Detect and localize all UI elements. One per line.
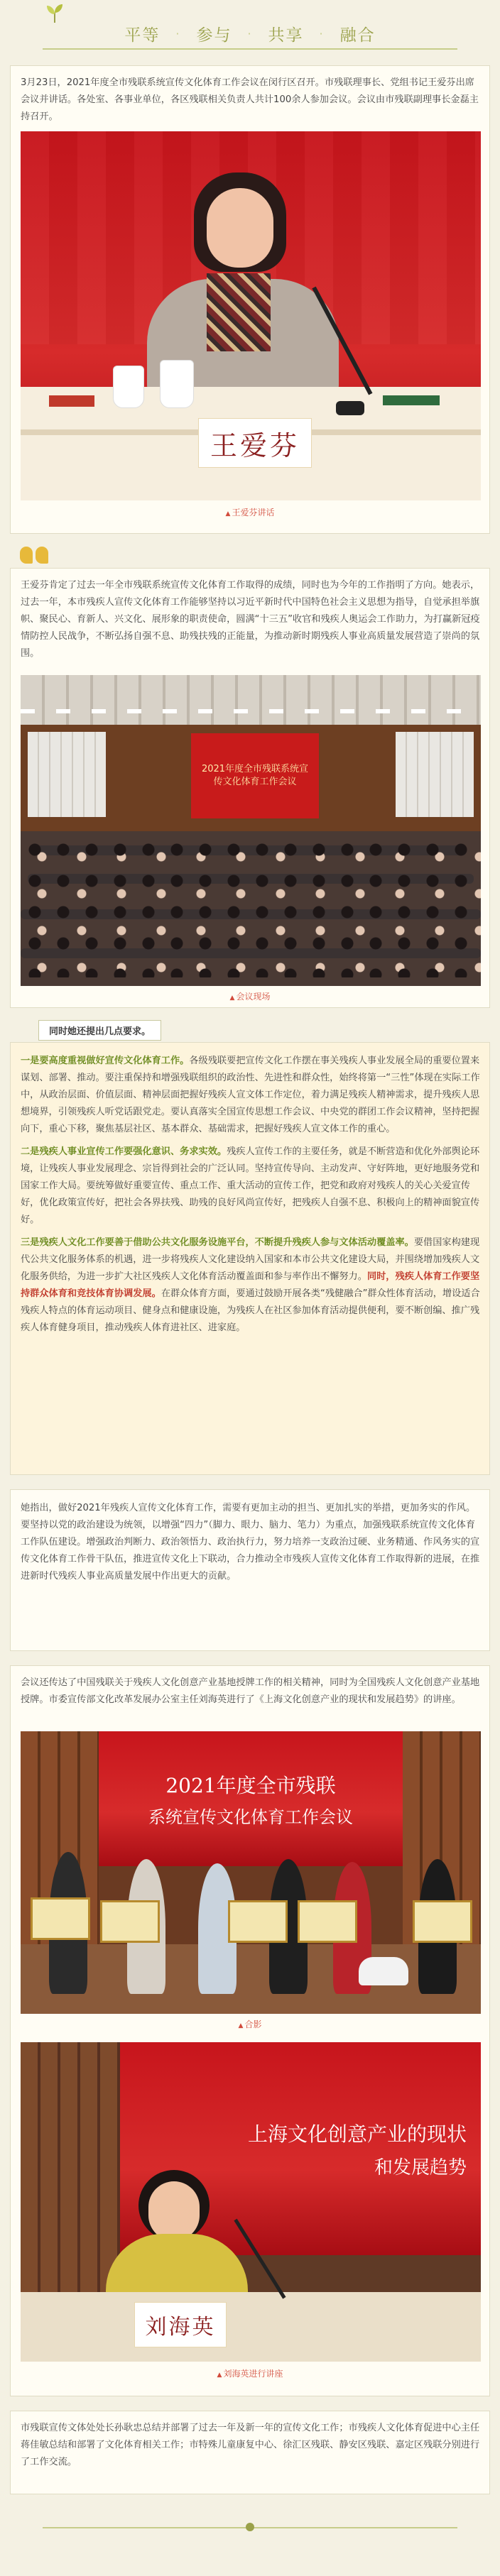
lecturer-nameplate-text: 刘海英 xyxy=(145,2315,216,2340)
tea-cup xyxy=(160,360,194,408)
speaker-nameplate xyxy=(198,418,312,468)
requirement-body: 各级残联要把宣传文化工作摆在事关残疾人事业发展全局的重要位置来谋划、部署、推动。要注重保持和增强残联组织的政治性、先进性和群众性，始终将第一“三性”体现在实际工作中，从政治层面、价值层面、精神层面把握好残疾人宣文体工作定位，着力满足残疾人精神需求，提升残疾人思想境界，引领残疾人听党话跟党走。要认真落实全国宣传思想工作会议、中央党的群团工作会议精神，坚持把握向下，重心下移，聚焦基层社区、基本群众、基础需求，把握好残疾人宣文体工作的重心。 xyxy=(21,1056,480,1134)
speaker-face xyxy=(207,188,273,268)
lecture-desk xyxy=(21,2292,481,2362)
phone xyxy=(383,395,440,405)
lecture-title-line2: 和发展趋势 xyxy=(374,2156,467,2178)
award-plaque xyxy=(100,1900,160,1943)
lecture-caption: ▲ 刘海英进行讲座 xyxy=(11,2367,489,2379)
folder xyxy=(49,395,94,407)
award-plaque xyxy=(228,1900,288,1943)
closing-card xyxy=(10,2411,490,2494)
award-banner xyxy=(99,1731,403,1866)
intro-text: 3月23日，2021年度全市残联系统宣传文化体育工作会议在闵行区召开。市残联理事长、党组书记王爱芬出席会议并讲话。各处室、各事业单位，各区残联相关负责人共计100余人参加会议。会议由市残联副理事长金磊主持召开。 xyxy=(21,77,479,122)
header-slogan xyxy=(43,14,457,53)
meeting-hall-photo xyxy=(21,675,481,986)
hall-window-left xyxy=(28,732,106,817)
intro-card xyxy=(10,65,490,534)
hall-ceiling-lights xyxy=(21,709,481,713)
summary-card xyxy=(10,568,490,1008)
award-banner-line1: 2021年度全市残联 xyxy=(165,1773,336,1797)
summary-text: 王爱芬肯定了过去一年全市残联系统宣传文化体育工作取得的成绩，同时也为今年的工作指明了方向。她表示，过去一年，本市残疾人宣传文化体育工作能够坚持以习近平新时代中国特色社会主义思想为指导，自觉承担举旗帜、聚民心、育新人、兴文化、展形象的职责使命，圆满“十三五”收官和残疾人奥运会工作助力，为打赢新冠疫情防控人民战争，不断弘扬自强不息、助残扶残的正能量，为推动新时期残疾人事业高质量发展营造了崇尚的氛围。 xyxy=(21,580,480,659)
tea-cup xyxy=(113,366,144,408)
requirement-body: 残疾人宣传工作的主要任务，就是不断营造和优化外部舆论环境，让残疾人事业发展理念、宗旨得到社会的广泛认同。坚持宣传导向、主动发声、守好阵地，更好地服务党和国家工作大局。要统筹做好重要宣传、重点工作、重大活动的宣传工作，把党和政府对残疾人的关心关爱宣传好，优化政策宣传好，把社会各界扶残、助残的良好风尚宣传好，把残疾人自强不息、积极向上的精神面貌宣传好。 xyxy=(21,1146,480,1225)
speaker-caption: ▲ 王爱芬讲话 xyxy=(11,506,489,518)
requirement-point-2 xyxy=(21,1144,481,1229)
requirement-lead: 一是要高度重视做好宣传文化体育工作。 xyxy=(21,1056,190,1066)
requirement-point-3 xyxy=(21,1234,481,1337)
lecture-photo xyxy=(21,2042,481,2362)
requirements-tag: 同时她还提出几点要求。 xyxy=(38,1020,161,1041)
hall-screen-text: 2021年度全市残联系统宣传文化体育工作会议 xyxy=(201,764,309,787)
award-plaque xyxy=(31,1897,90,1940)
quote-icon xyxy=(20,547,51,568)
award-caption: ▲ 合影 xyxy=(11,2018,489,2030)
slogan-word: 共享 xyxy=(268,26,304,45)
award-plaque xyxy=(413,1900,472,1943)
requirement-point-1 xyxy=(21,1053,481,1138)
lecture-title-line1: 上海文化创意产业的现状 xyxy=(247,2122,467,2146)
lecturer-nameplate xyxy=(134,2302,227,2347)
slogan-word: 融合 xyxy=(339,26,376,45)
award-photo xyxy=(21,1731,481,2014)
footer-dot xyxy=(246,2523,254,2531)
guidance-text: 她指出，做好2021年残疾人宣传文化体育工作，需要有更加主动的担当、更加扎实的举措，更加务实的作风。要坚持以党的政治建设为统领，以增强“四力”（脚力、眼力、脑力、笔力）为重点，加强残联系统宣传文化体育工作队伍建设。增强政治判断力、政治领悟力、政治执行力，努力培养一支政治过硬、业务精通、作风务实的宣传文化体育工作骨干队伍，推进宣传文化上下联动，合力推动全市残疾人宣传文化体育工作取得新的进展，在推进新时代残疾人事业高质量发展中作出更大的贡献。 xyxy=(21,1503,480,1582)
hall-screen xyxy=(191,733,319,818)
award-banner-line2: 系统宣传文化体育工作会议 xyxy=(148,1807,353,1827)
requirement-lead: 三是残疾人文化工作要善于借助公共文化服务设施平台，不断提升残疾人参与文体活动覆盖率。 xyxy=(21,1237,414,1248)
slogan-word: 平等 xyxy=(124,26,161,45)
speaker-nameplate-text: 王爱芬 xyxy=(210,429,300,461)
requirements-card xyxy=(10,1042,490,1475)
microphone-base xyxy=(336,401,364,415)
hall-ceiling xyxy=(21,675,481,725)
requirement-body-secondary: 在群众体育方面，要通过鼓励开展各类“残健融合”群众性体育活动，增设适合残疾人特点的体育运动项目、健身点和健康设施，为残疾人在社区参加体育活动提供便利，要不断创编、推广残疾人体育健身项目，推动残疾人体育进社区、进家庭。 xyxy=(21,1288,480,1333)
speaker-photo xyxy=(21,131,481,500)
slogan-dot: · xyxy=(175,26,181,40)
requirement-lead: 二是残疾人事业宣传工作要强化意识、务求实效。 xyxy=(21,1146,227,1157)
slogan-dot: · xyxy=(247,26,253,40)
audience-heads xyxy=(21,835,481,977)
guidance-card xyxy=(10,1489,490,1651)
requirement-lead-secondary: 同时，残疾人体育工作要坚持群众体育和竞技体育协调发展。 xyxy=(21,1271,480,1299)
requirements-text xyxy=(21,1053,481,1342)
award-text: 会议还传达了中国残联关于残疾人文化创意产业基地授牌工作的相关精神，同时为全国残疾人文化创意产业基地授牌。市委宣传部文化改革发展办公室主任刘海英进行了《上海文化创意产业的现状和发展趋势》的讲座。 xyxy=(21,1677,480,1705)
lecturer-face xyxy=(148,2181,200,2241)
hall-window-right xyxy=(396,732,474,817)
slogan-word: 参与 xyxy=(196,26,232,45)
speaker-scarf xyxy=(207,273,271,351)
award-card xyxy=(10,1665,490,2396)
award-floor xyxy=(21,1944,481,2014)
requirement-body: 要借国家构建现代公共文化服务体系的机遇，进一步将残疾人文化建设纳入国家和本市公共文化建设大局，并围绕增加残疾人文化服务供给，为进一步扩大社区残疾人文化体育活动覆盖面和参与率作出不懈努力。 xyxy=(21,1237,480,1282)
meeting-caption: ▲ 会议现场 xyxy=(11,990,489,1002)
award-plaque xyxy=(298,1900,357,1943)
slogan-dot: · xyxy=(319,26,325,40)
guide-dog xyxy=(359,1957,408,1985)
slogan-divider xyxy=(43,48,457,50)
closing-text: 市残联宣传文体处处长孙耿忠总结并部署了过去一年及新一年的宣传文化工作；市残疾人文化体育促进中心主任蒋佳敏总结和部署了文化体育相关工作；市特殊儿童康复中心、徐汇区残联、静安区残联、嘉定区残联分别进行了工作交流。 xyxy=(21,2423,480,2467)
